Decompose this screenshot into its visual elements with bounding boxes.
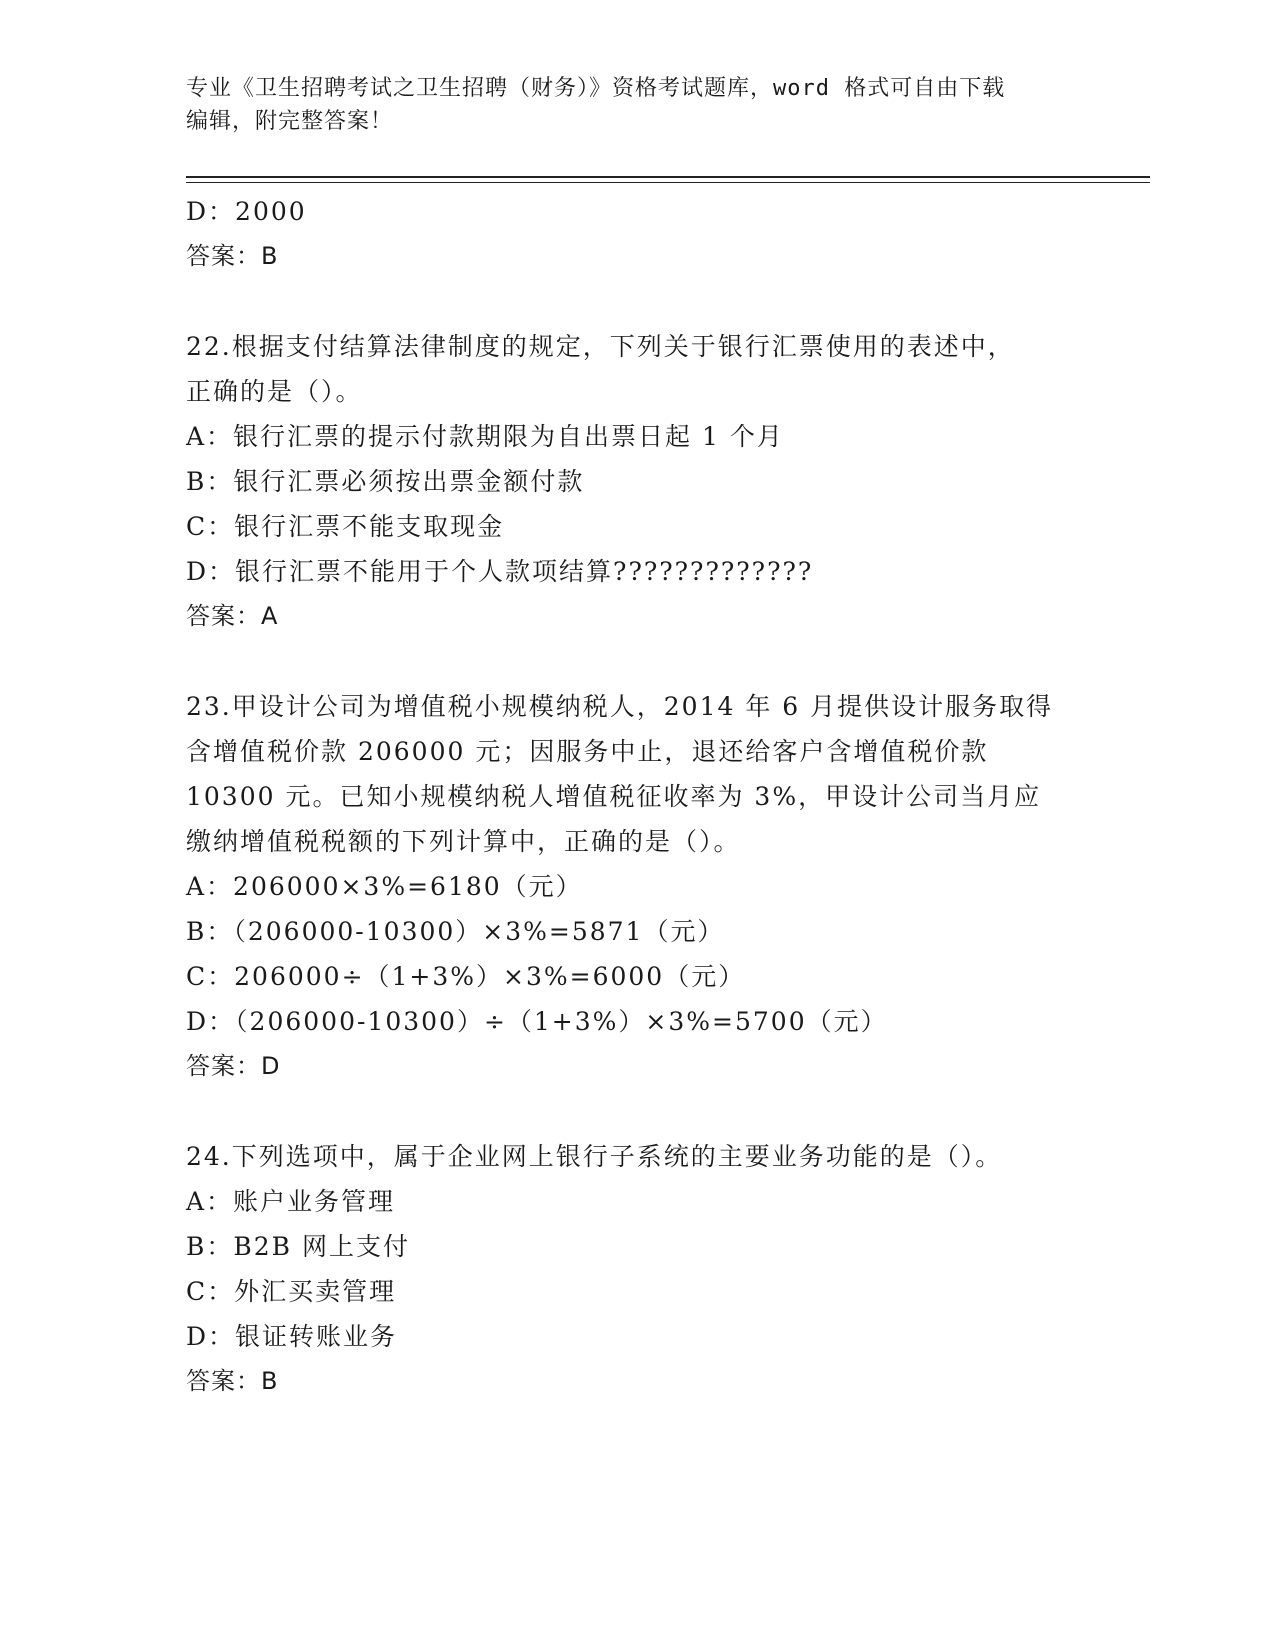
question-24 — [186, 1134, 1086, 1404]
option-b: B：B2B 网上支付 — [186, 1232, 410, 1261]
question-22 — [186, 324, 1086, 639]
document-header — [186, 72, 1066, 138]
option-c: C：206000÷（1+3%）×3%=6000（元） — [186, 962, 746, 991]
answer-line: 答案：B — [186, 242, 279, 270]
option-a: A：账户业务管理 — [186, 1187, 396, 1216]
option-c: C：外汇买卖管理 — [186, 1277, 397, 1306]
question-stem-line: 正确的是（）。 — [186, 377, 363, 406]
option-d: D：银证转账业务 — [186, 1322, 398, 1351]
answer-line: 答案：A — [186, 602, 279, 630]
question-stem-line: 10300 元。已知小规模纳税人增值税征收率为 3%，甲设计公司当月应 — [186, 782, 1042, 811]
option-c: C：银行汇票不能支取现金 — [186, 512, 505, 541]
question-stem-line: 含增值税价款 206000 元；因服务中止，退还给客户含增值税价款 — [186, 737, 989, 766]
answer-line: 答案：B — [186, 1367, 279, 1395]
question-stem-line: 22.根据支付结算法律制度的规定，下列关于银行汇票使用的表述中， — [186, 332, 1015, 361]
option-b: B：银行汇票必须按出票金额付款 — [186, 467, 585, 496]
question-23 — [186, 684, 1086, 1089]
answer-line: 答案：D — [186, 1052, 281, 1080]
option-d: D：（206000-10300）÷（1+3%）×3%=5700（元） — [186, 1007, 888, 1036]
header-line-1: 专业《卫生招聘考试之卫生招聘（财务）》资格考试题库，word 格式可自由下载 — [186, 76, 1006, 101]
option-d: D：银行汇票不能用于个人款项结算????????????? — [186, 557, 814, 586]
option-d: D：2000 — [186, 197, 307, 226]
question-stem-line: 23.甲设计公司为增值税小规模纳税人，2014 年 6 月提供设计服务取得 — [186, 692, 1054, 721]
option-a: A：银行汇票的提示付款期限为自出票日起 1 个月 — [186, 422, 784, 451]
header-line-2: 编辑，附完整答案！ — [186, 109, 394, 134]
header-divider — [186, 176, 1150, 178]
question-stem-line: 24.下列选项中，属于企业网上银行子系统的主要业务功能的是（）。 — [186, 1142, 1003, 1171]
option-a: A：206000×3%=6180（元） — [186, 872, 583, 901]
option-b: B：（206000-10300）×3%=5871（元） — [186, 917, 725, 946]
question-stem-line: 缴纳增值税税额的下列计算中，正确的是（）。 — [186, 827, 741, 856]
previous-question-tail — [186, 189, 1086, 279]
header-divider-thin — [186, 182, 1150, 183]
document-body — [186, 189, 1086, 1404]
